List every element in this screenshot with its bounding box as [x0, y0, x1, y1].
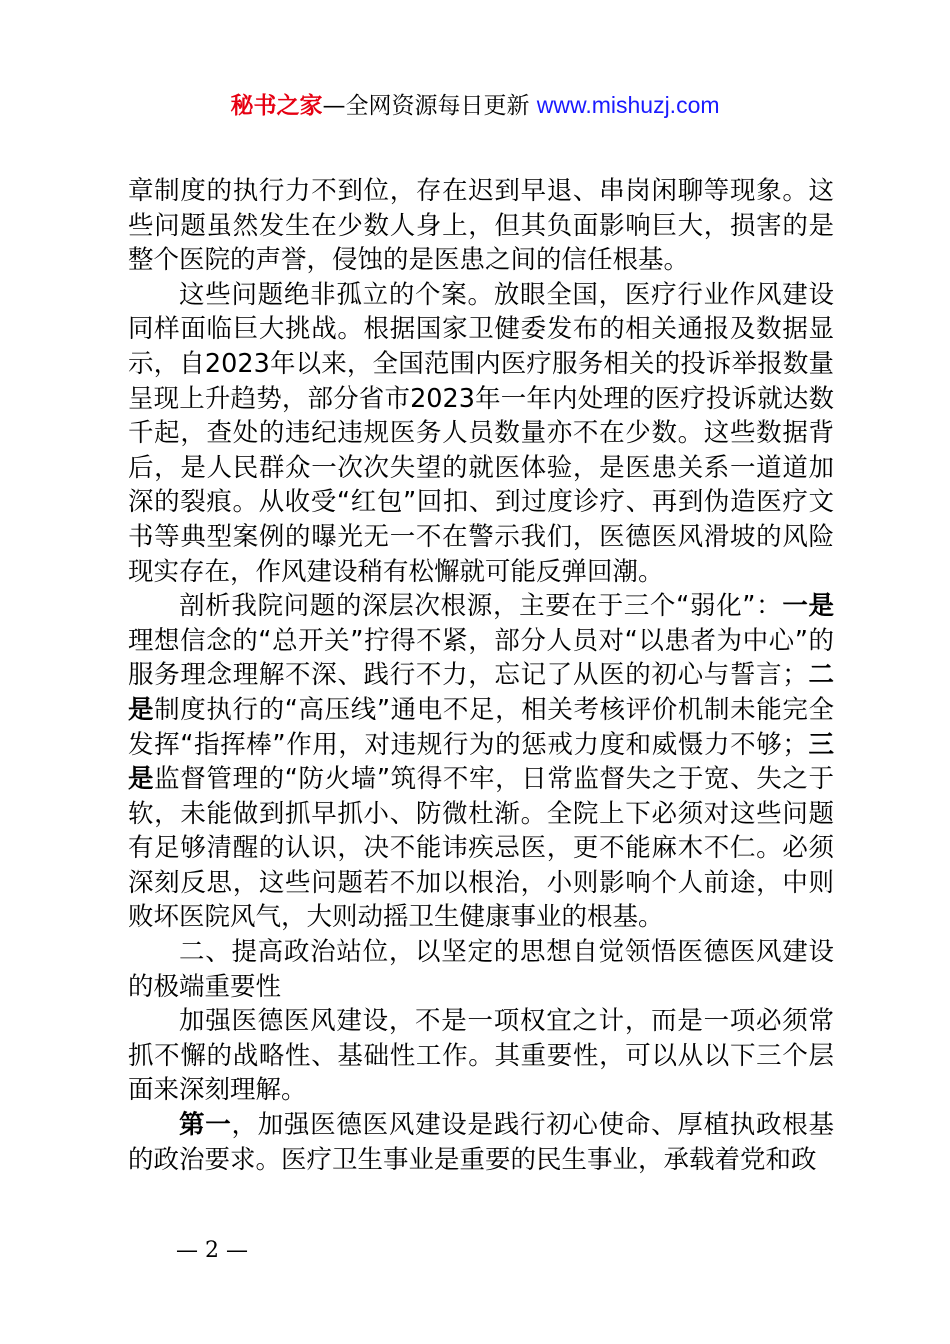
paragraph-national-trend: 这些问题绝非孤立的个案。放眼全国，医疗行业作风建设同样面临巨大挑战。根据国家卫健委发布的相关通报及数据显示，自2023年以来，全国范围内医疗服务相关的投诉举报数量呈现上升趋势，部分省市2023年一年内处理的医疗投诉就达数千起，查处的违纪违规医务人员数量亦不在少数。这些数据背后，是人民群众一次次失望的就医体验，是医患关系一道道加深的裂痕。从收受“红包”回扣、到过度诊疗、再到伪造医疗文书等典型案例的曝光无一不在警示我们，医德医风滑坡的风险现实存在，作风建设稍有松懈就可能反弹回潮。: [128, 279, 834, 587]
paragraph-continuation: 章制度的执行力不到位，存在迟到早退、串岗闲聊等现象。这些问题虽然发生在少数人身上，但其负面影响巨大，损害的是整个医院的声誉，侵蚀的是医患之间的信任根基。: [128, 176, 834, 276]
document-body: [128, 174, 834, 1177]
emphasis-first: 一是: [782, 591, 834, 622]
header-brand: 秘书之家: [230, 93, 323, 119]
header-tagline: —全网资源每日更新: [322, 93, 537, 119]
page-number: — 2 —: [176, 1238, 248, 1263]
paragraph-text: 制度执行的“高压线”通电不足，相关考核评价机制未能完全发挥“指挥棒”作用，对违规行为的惩戒力度和威慑力不够；: [128, 694, 834, 760]
paragraph-text: 监督管理的“防火墙”筑得不牢，日常监督失之于宽、失之于软，未能做到抓早抓小、防微杜渐。全院上下必须对这些问题有足够清醒的认识，决不能讳疾忌医，更不能麻木不仁。必须深刻反思，这些问题若不加以根治，小则影响个人前途，中则败坏医院风气，大则动摇卫生健康事业的根基。: [128, 764, 834, 933]
section-heading: 二、提高政治站位，以坚定的思想自觉领悟医德医风建设的极端重要性: [128, 937, 834, 1002]
emphasis-second: 二是: [128, 660, 834, 725]
emphasis-third: 三是: [128, 729, 834, 795]
paragraph-text: 理想信念的“总开关”拧得不紧，部分人员对“以患者为中心”的服务理念理解不深、践行不力，忘记了从医的初心与誓言；: [128, 625, 834, 691]
site-header: [0, 88, 950, 123]
header-url-link[interactable]: www.mishuzj.com: [536, 92, 720, 118]
paragraph-first-point: [128, 1108, 834, 1177]
paragraph-root-causes: [128, 589, 834, 935]
paragraph-text: ，加强医德医风建设是践行初心使命、厚植执政根基的政治要求。医疗卫生事业是重要的民生事业，承载着党和政: [128, 1110, 834, 1175]
paragraph-importance: 加强医德医风建设，不是一项权宜之计，而是一项必须常抓不懈的战略性、基础性工作。其重要性，可以从以下三个层面来深刻理解。: [128, 1006, 834, 1106]
paragraph-text: 剖析我院问题的深层次根源，主要在于三个“弱化”：: [179, 591, 783, 622]
emphasis-first-point: 第一: [179, 1110, 232, 1141]
